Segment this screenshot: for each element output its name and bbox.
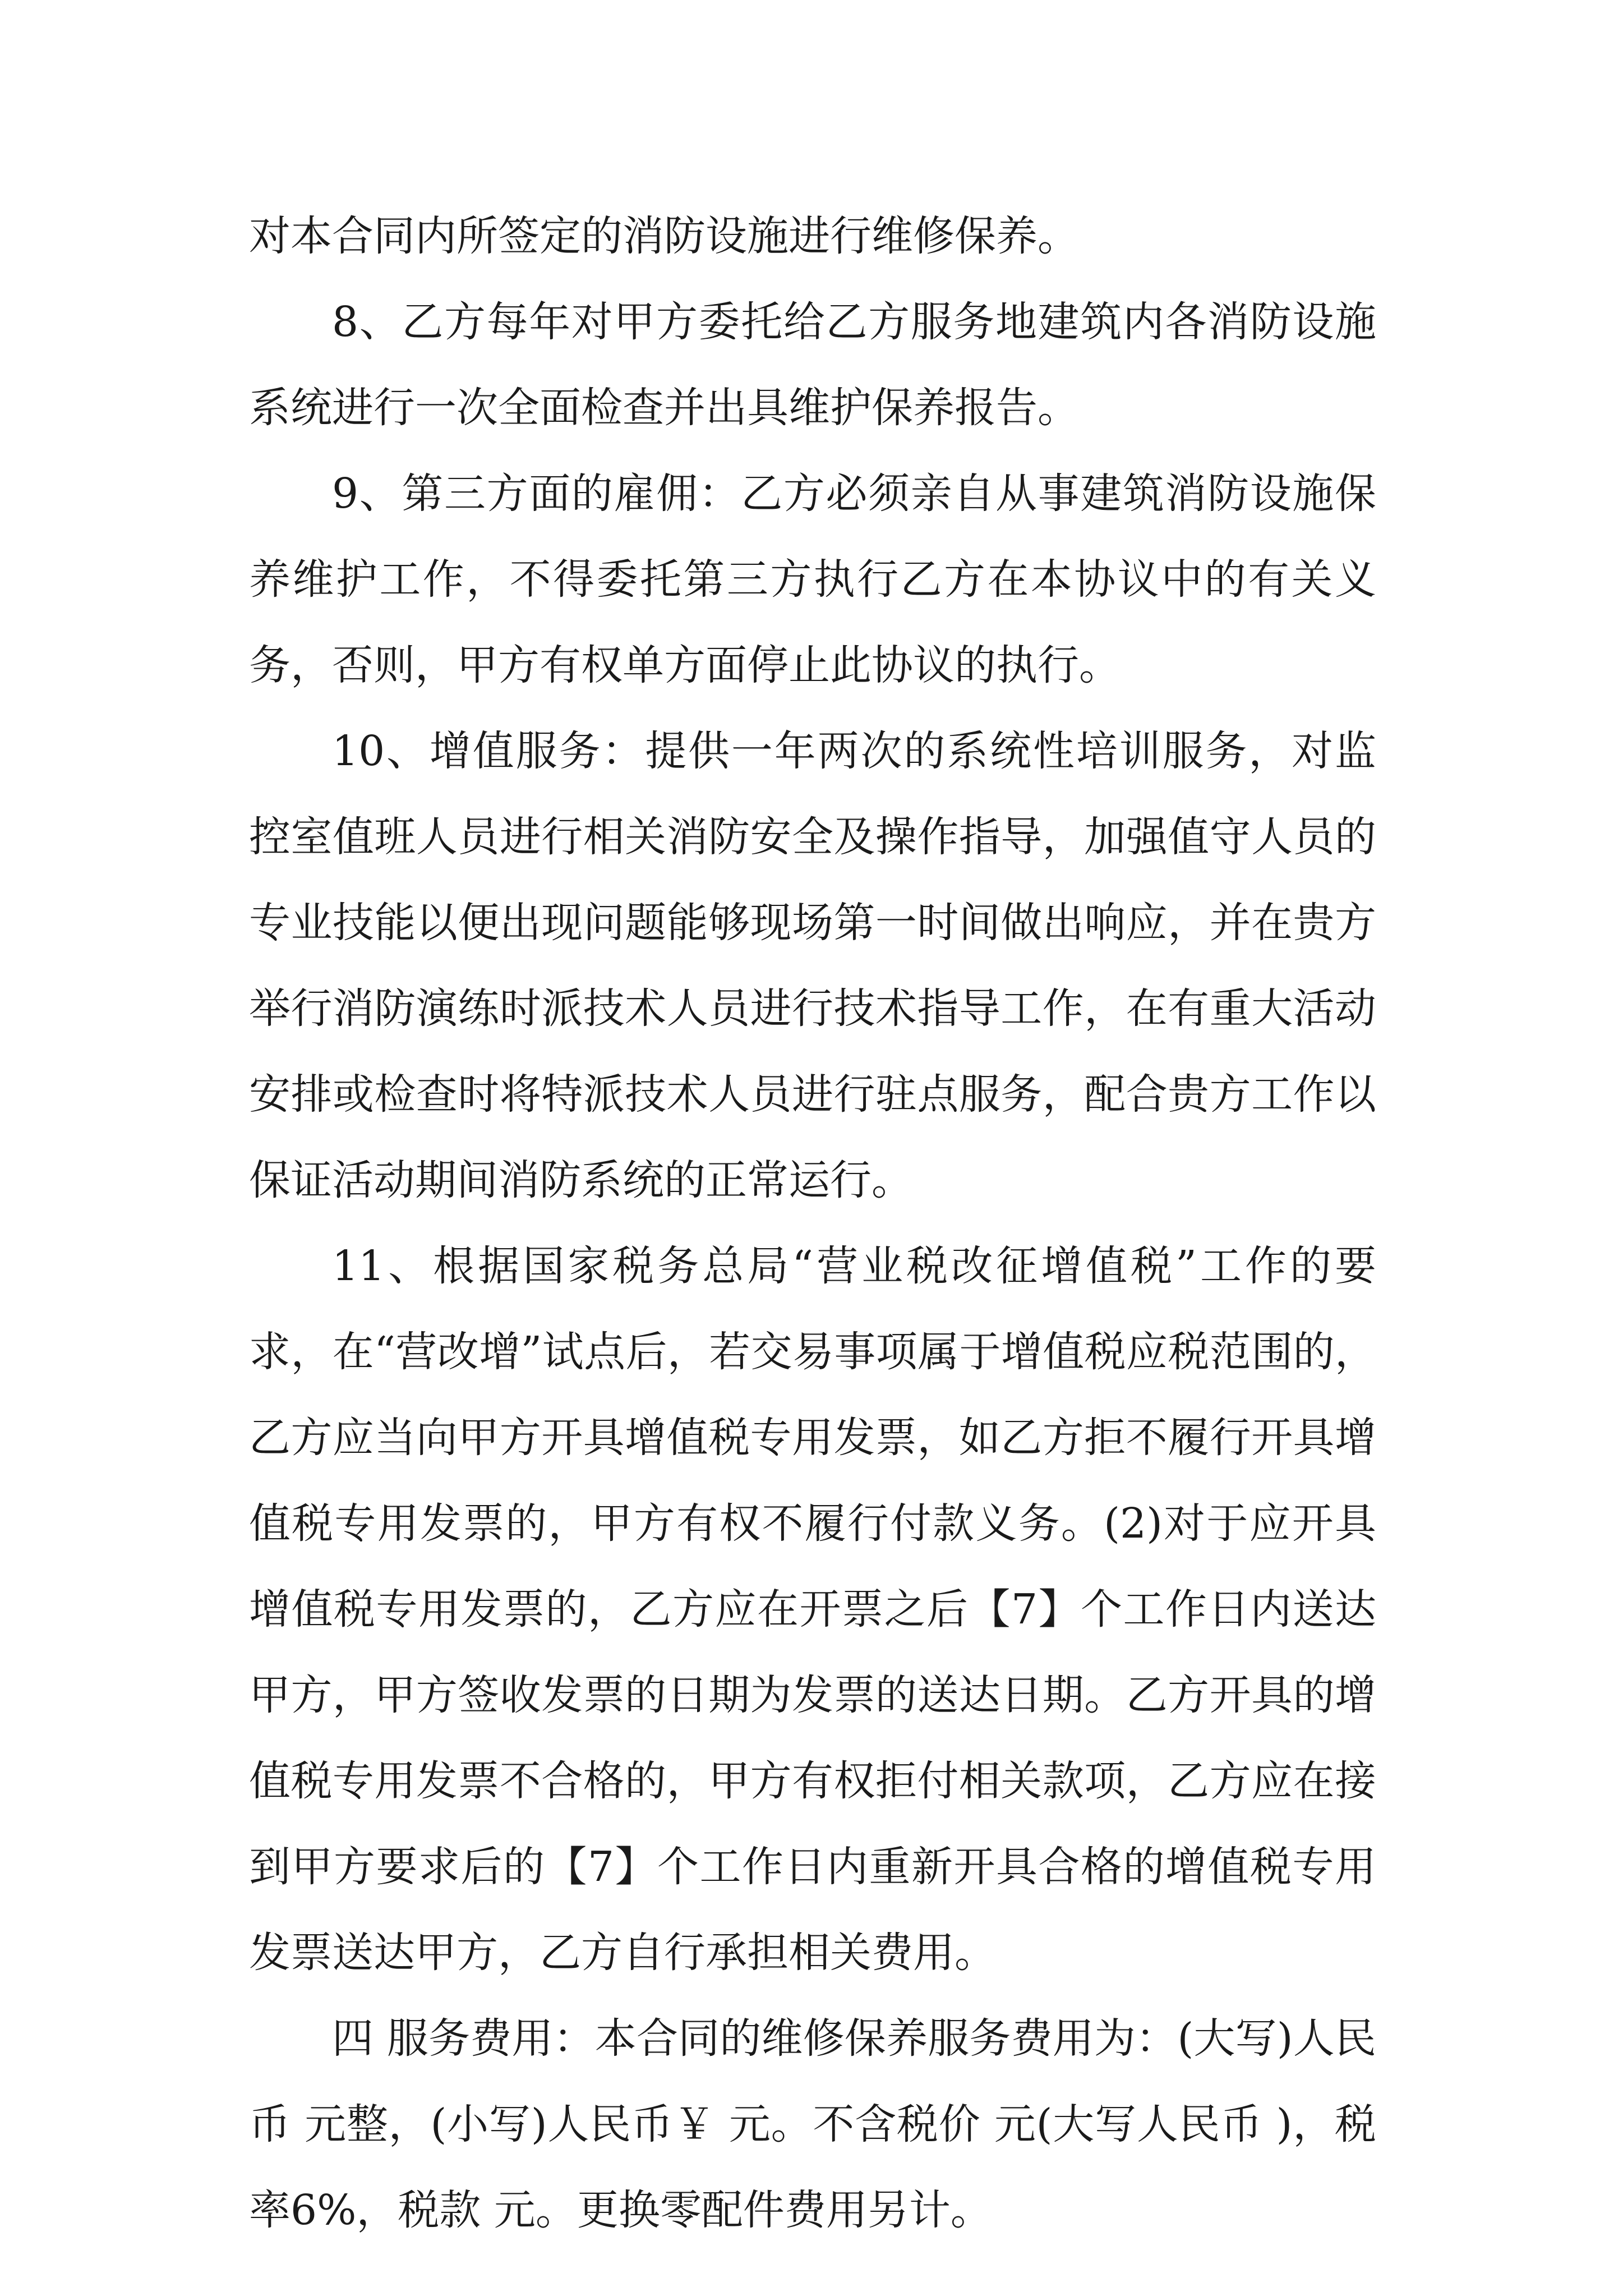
paragraph-item-9: 9、第三方面的雇佣：乙方必须亲自从事建筑消防设施保养维护工作，不得委托第三方执行乙方在本协议中的有关义务，否则，甲方有权单方面停止此协议的执行。	[249, 470, 1376, 689]
paragraph-continuation: 对本合同内所签定的消防设施进行维修保养。	[249, 212, 1079, 260]
paragraph-item-11: 11、根据国家税务总局“营业税改征增值税”工作的要求，在“营改增”试点后，若交易事项属于增值税应税范围的，乙方应当向甲方开具增值税专用发票，如乙方拒不履行开具增值税专用发票的，甲方有权不履行付款义务。(2)对于应开具增值税专用发票的，乙方应在开票之后【7】个工作日内送达甲方，甲方签收发票的日期为发票的送达日期。乙方开具的增值税专用发票不合格的，甲方有权拒付相关款项，乙方应在接到甲方要求后的【7】个工作日内重新开具合格的增值税专用发票送达甲方，乙方自行承担相关费用。	[249, 1242, 1376, 1977]
paragraph-item-8: 8、乙方每年对甲方委托给乙方服务地建筑内各消防设施系统进行一次全面检查并出具维护保养报告。	[249, 298, 1376, 432]
contract-body	[249, 194, 1376, 2253]
paragraph-item-10: 10、增值服务：提供一年两次的系统性培训服务，对监控室值班人员进行相关消防安全及操作指导，加强值守人员的专业技能以便出现问题能够现场第一时间做出响应，并在贵方举行消防演练时派技术人员进行技术指导工作，在有重大活动安排或检查时将特派技术人员进行驻点服务，配合贵方工作以保证活动期间消防系统的正常运行。	[249, 727, 1376, 1204]
paragraph-section-4-service-fee: 四 服务费用：本合同的维修保养服务费用为：(大写)人民币 元整，(小写)人民币￥ 元。不含税价 元(大写人民币 )，税率6%，税款 元。更换零配件费用另计。	[249, 2014, 1376, 2234]
